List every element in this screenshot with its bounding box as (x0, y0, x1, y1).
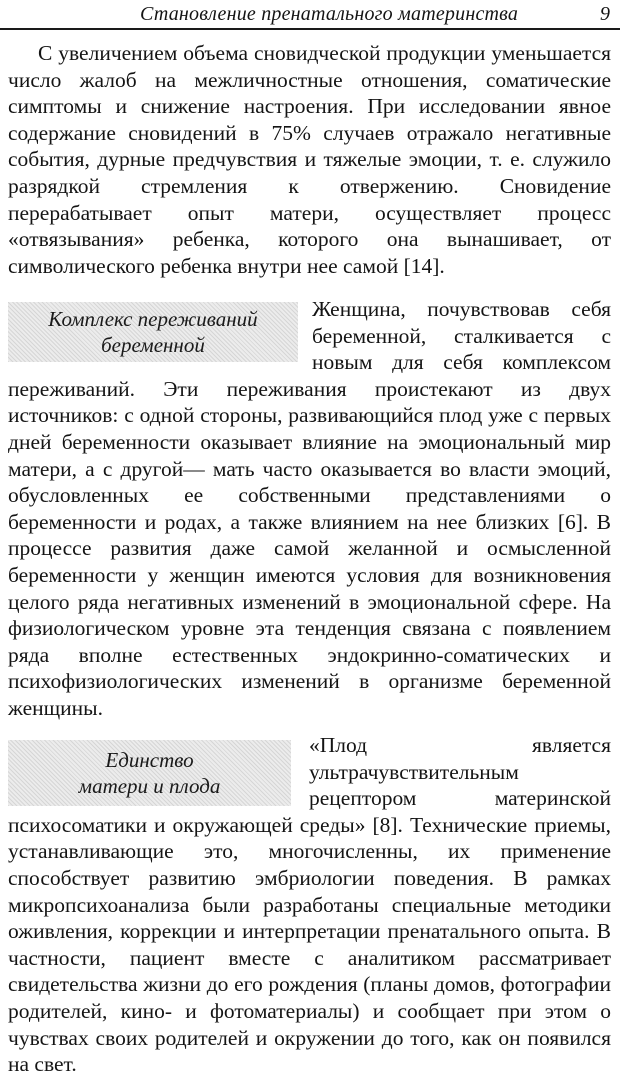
section-experiences (8, 296, 611, 722)
margin-heading-unity (8, 740, 291, 806)
page-number: 9 (600, 3, 610, 25)
paragraph-dreams: С увеличением объема сновидческой продукции уменьшается число жалоб на межличностные отношения, соматические симптомы и снижение настроения. При исследовании явное содержание сновидений в 75% случаев отражало негативные события, дурные предчувствия и тяжелые эмоции, т. е. служило разрядкой стремления к отвержению. Сновидение перерабатывает опыт матери, осуществляет процесс «отвязывания» ребенка, которого она вынашивает, от символического ребенка внутри нее самой [14]. (8, 41, 611, 278)
paragraph-unity: «Плод является ультрачувствительным рецептором материнской психосоматики и окружающей среды» [8]. Технические приемы, устанавливающие это, многочисленны, их применение способствует развитию эмбриологии поведения. В рамках микропсихоанализа были разработаны специальные методики оживления, коррекции и интерпретации пренатального опыта. В частности, пациент вместе с аналитиком рассматривает свидетельства жизни до его рождения (планы домов, фотографии родителей, кино- и фотоматериалы) и сообщает при этом о чувствах своих родителей и окружении до того, как он появился на свет. (8, 733, 611, 1077)
running-header-title: Становление пренатального материнства (140, 3, 519, 25)
section-unity (8, 732, 611, 1078)
margin-heading-line: матери и плода (78, 774, 221, 798)
paragraph-experiences: Женщина, почувствовав себя беременной, сталкивается с новым для себя комплексом переживаний. Эти переживания проистекают из двух источников: с одной стороны, развивающийся плод уже с первых дней беременности оказывает влияние на эмоциональный мир матери, а с другой— мать часто оказывается во власти эмоций, обусловленных ее собственными представлениями о беременности и родах, а также влиянием на нее близких [6]. В процессе развития даже самой желанной и осмысленной беременности у женщин имеются условия для возникновения целого ряда негативных изменений в эмоциональной сфере. На физиологическом уровне эта тенденция связана с появлением ряда вполне естественных эндокринно-соматических и психофизиологических изменений в организме беременной женщины. (8, 297, 611, 720)
margin-heading-line: Единство (105, 748, 194, 772)
margin-heading-experiences (8, 302, 298, 362)
margin-heading-line: Комплекс переживаний (48, 307, 258, 331)
running-header (0, 0, 620, 30)
margin-heading-line: беременной (101, 333, 205, 357)
